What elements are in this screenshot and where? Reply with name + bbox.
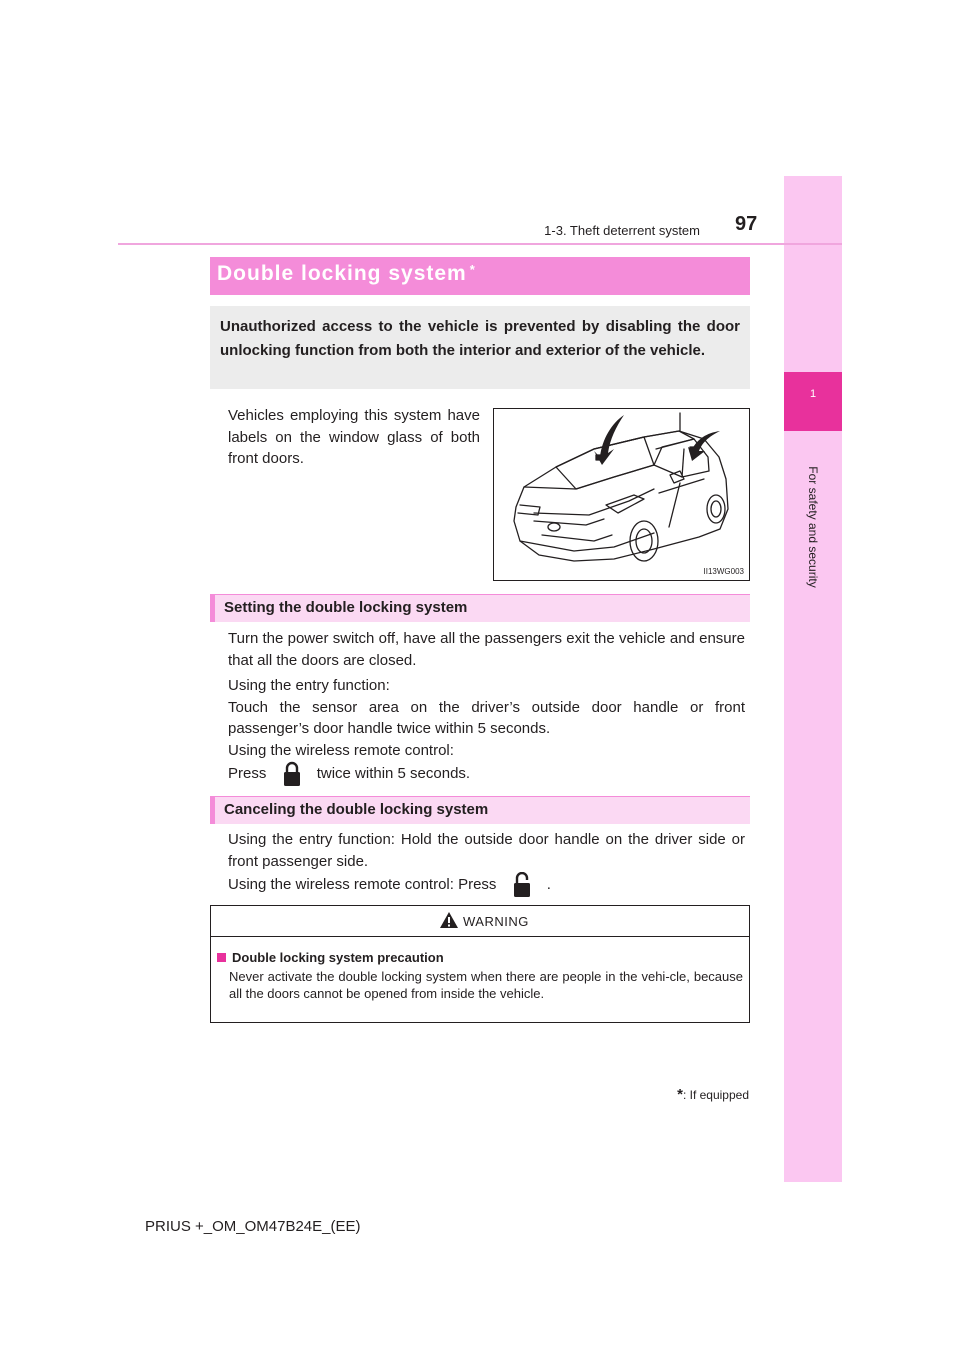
document-id: PRIUS +_OM_OM47B24E_(EE) [145,1218,361,1235]
bullet-square-icon [217,953,226,962]
header-rule [118,243,842,245]
canceling-heading: Canceling the double locking system [224,801,489,818]
remote-press-line [228,761,745,787]
entry-function-label: Using the entry function: [228,677,390,694]
car-illustration [493,408,750,581]
heading-rule [210,796,750,797]
setting-paragraph: Turn the power switch off, have all the passengers exit the vehicle and ensure that all the doors are closed. [228,630,745,669]
warning-header [211,906,749,937]
setting-heading: Setting the double locking system [224,599,468,616]
press-text: Press [228,764,267,782]
warning-subheading-text: Double locking system precaution [232,950,444,965]
page-title [217,262,476,286]
unlock-icon [501,872,543,898]
remote-control-label: Using the wireless remote control: [228,741,454,759]
lock-icon [271,761,313,787]
cancel-remote-after: . [546,875,551,893]
footnote [520,1086,749,1103]
chapter-title-vertical [784,432,842,622]
warning-label: WARNING [463,914,529,929]
chapter-title-text: For safety and security [806,466,820,588]
canceling-heading-bar [210,796,750,824]
chapter-number: 1 [784,372,842,431]
vehicle-note: Vehicles employing this system have labels on the window glass of both front doors. [228,407,480,467]
intro-summary: Unauthorized access to the vehicle is prevented by disabling the door unlocking function from both the interior and exterior of the vehicle. [210,306,750,389]
cancel-remote-line [228,872,745,898]
cancel-remote-text: Using the wireless remote control: Press [228,875,497,893]
warning-body: Never activate the double locking system when there are people in the vehi-cle, because all the doors cannot be opened from inside the vehicle. [229,969,743,1001]
car-icon [494,409,749,580]
footnote-text: : If equipped [682,1088,749,1102]
setting-steps [228,675,745,787]
footnote-mark: * [677,1086,683,1103]
side-tab [784,176,842,1182]
setting-heading-bar [210,594,750,622]
if-equipped-mark: * [469,262,476,277]
heading-accent [210,594,215,622]
page-title-text: Double locking system [217,262,467,285]
illustration-code: II13WG003 [703,567,744,576]
press-after-text: twice within 5 seconds. [316,764,471,782]
heading-accent [210,796,215,824]
cancel-entry-text: Using the entry function: Hold the outside door handle on the driver side or front passenger side. [228,831,745,870]
canceling-steps [228,829,745,898]
warning-triangle-icon [439,911,459,929]
warning-subheading [217,950,444,965]
entry-function-text: Touch the sensor area on the driver’s outside door handle or front passenger’s door handle twice within 5 seconds. [228,698,745,737]
section-title: 1-3. Theft deterrent system [544,223,700,238]
heading-rule [210,594,750,595]
warning-box [210,905,750,1023]
page-number: 97 [735,213,758,235]
page-title-bar [210,257,750,295]
